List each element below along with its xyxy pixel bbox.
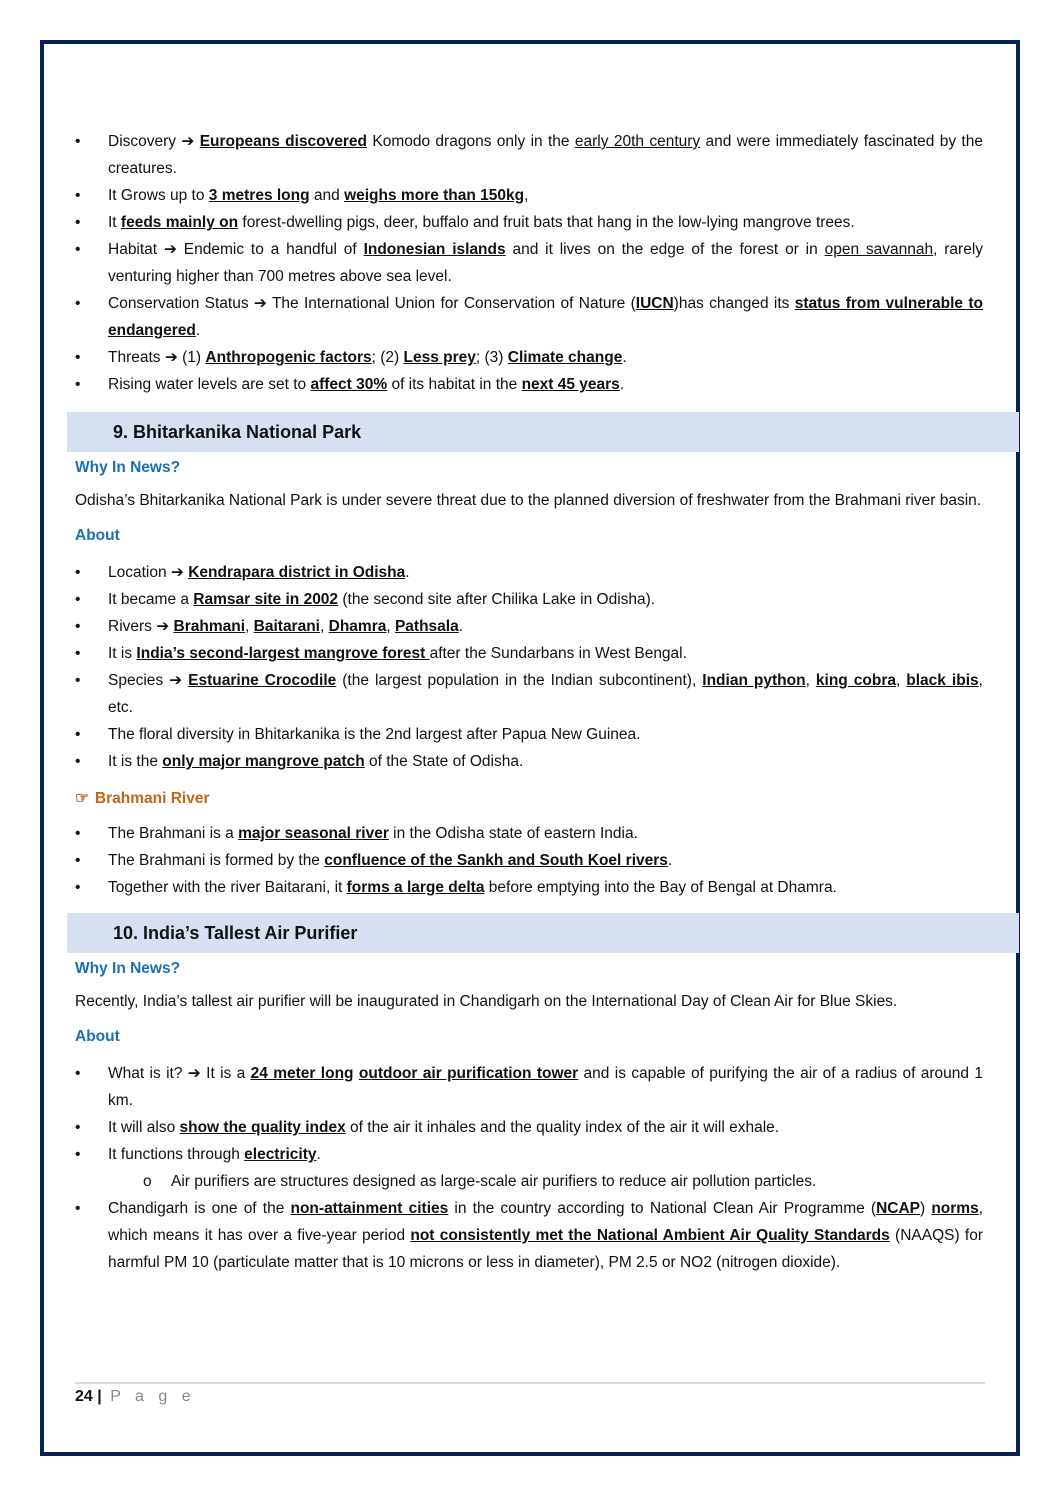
text: ,	[524, 187, 529, 204]
emphasis: India’s second-largest mangrove forest	[136, 645, 430, 662]
list-item	[75, 290, 983, 344]
emphasis: show the quality index	[179, 1119, 346, 1136]
text: .	[195, 322, 201, 339]
page-number: 24	[75, 1388, 93, 1405]
text: of its habitat in the	[387, 376, 522, 393]
emphasis: black ibis	[906, 672, 979, 689]
bullet-icon: •	[75, 672, 81, 689]
emphasis: Less prey	[403, 349, 476, 366]
list-item	[75, 721, 983, 748]
news-paragraph: Odisha’s Bhitarkanika National Park is under severe threat due to the planned diversion of freshwater from the Brahmani river basin.	[75, 492, 982, 509]
emphasis: king cobra	[815, 672, 896, 689]
list-item	[75, 586, 983, 613]
text: in the country according to National Clean Air Programme (	[448, 1200, 877, 1217]
emphasis: confluence of the Sankh and South Koel rivers	[324, 852, 668, 869]
text: )has changed its	[673, 295, 795, 312]
list-item	[75, 820, 983, 847]
text: .	[619, 376, 625, 393]
komodo-bullets	[75, 128, 983, 398]
emphasis: Pathsala	[394, 618, 459, 635]
emphasis: Europeans discovered	[199, 133, 368, 150]
list-item	[75, 1141, 983, 1168]
page-label: P a g e	[110, 1388, 196, 1405]
emphasis: Brahmani	[173, 618, 246, 635]
text: .	[667, 852, 673, 869]
text: Species ➔	[108, 672, 189, 689]
section-heading-10: 10. India’s Tallest Air Purifier	[67, 913, 1019, 953]
bullet-icon: •	[75, 349, 81, 366]
text: ,	[386, 618, 395, 635]
emphasis: only major mangrove patch	[162, 753, 365, 770]
why-in-news-label: Why In News?	[75, 960, 181, 977]
bullet-icon: •	[75, 852, 81, 869]
text: It	[108, 214, 121, 231]
text: Rising water levels are set to	[108, 376, 311, 393]
text: , which means it has over a five-year period	[108, 1200, 983, 1244]
bullet-icon: •	[75, 214, 81, 231]
text: and it lives on the edge of the forest or in	[505, 241, 825, 258]
emphasis: non-attainment cities	[290, 1200, 449, 1217]
text: Conservation Status ➔ The International Union for Conservation of Nature (	[108, 295, 636, 312]
list-item	[75, 559, 983, 586]
text: ,	[320, 618, 329, 635]
list-item	[75, 209, 983, 236]
page-footer	[75, 1382, 985, 1406]
bullet-icon: •	[75, 1119, 81, 1136]
emphasis: outdoor air purification tower	[358, 1065, 579, 1082]
underlined-text: open savannah	[824, 241, 934, 258]
list-item	[75, 236, 983, 290]
list-item	[75, 640, 983, 667]
emphasis: Anthropogenic factors	[205, 349, 372, 366]
bhitarkanika-bullets	[75, 559, 983, 775]
text: and	[309, 187, 345, 204]
list-item	[75, 613, 983, 640]
text: Chandigarh is one of the	[108, 1200, 291, 1217]
list-item	[75, 344, 983, 371]
list-item	[75, 847, 983, 874]
text: Together with the river Baitarani, it	[108, 879, 347, 896]
emphasis: status from vulnerable to endangered	[108, 295, 983, 339]
text: ,	[895, 672, 907, 689]
text: .	[458, 618, 464, 635]
text: of the State of Odisha.	[364, 753, 524, 770]
bullet-icon: •	[75, 825, 81, 842]
bullet-icon: •	[75, 591, 81, 608]
emphasis: Kendrapara district in Odisha	[188, 564, 406, 581]
bullet-icon: •	[75, 1200, 81, 1217]
footer-separator: |	[97, 1388, 102, 1405]
emphasis: Indonesian islands	[363, 241, 506, 258]
text: It will also	[108, 1119, 180, 1136]
text: It Grows up to	[108, 187, 209, 204]
air-purifier-bullets	[75, 1060, 983, 1276]
brahmani-bullets	[75, 820, 983, 901]
emphasis: 24 meter long	[250, 1065, 354, 1082]
text: The Brahmani is formed by the	[108, 852, 325, 869]
emphasis: NCAP	[876, 1200, 920, 1217]
emphasis: norms	[931, 1200, 979, 1217]
text: The Brahmani is a	[108, 825, 239, 842]
text: and were immediately fascinated by the creatures.	[108, 133, 983, 177]
subheading-text: Brahmani River	[94, 790, 210, 807]
text: .	[622, 349, 627, 366]
text: ,	[245, 618, 254, 635]
bullet-icon: •	[75, 645, 81, 662]
emphasis: not consistently met the National Ambient Air Quality Standards	[410, 1227, 890, 1244]
bullet-icon: •	[75, 726, 81, 743]
text: ,	[805, 672, 816, 689]
list-item	[75, 1168, 983, 1195]
text: .	[316, 1146, 321, 1163]
emphasis: Dhamra	[328, 618, 387, 635]
text: It became a	[108, 591, 194, 608]
emphasis: weighs more than 150kg	[344, 187, 525, 204]
bullet-icon: •	[75, 295, 81, 312]
why-in-news-label: Why In News?	[75, 459, 181, 476]
bullet-icon: •	[75, 241, 81, 258]
text: It is the	[108, 753, 163, 770]
text: Discovery ➔	[108, 133, 200, 150]
list-item	[75, 1114, 983, 1141]
emphasis: 3 metres long	[208, 187, 310, 204]
section-heading-9: 9. Bhitarkanika National Park	[67, 412, 1019, 452]
text: Rivers ➔	[108, 618, 174, 635]
text: Habitat ➔ Endemic to a handful of	[108, 241, 364, 258]
emphasis: Indian python	[702, 672, 806, 689]
text: of the air it inhales and the quality index of the air it will exhale.	[345, 1119, 780, 1136]
list-item	[75, 1195, 983, 1276]
text: The floral diversity in Bhitarkanika is the 2nd largest after Papua New Guinea.	[108, 726, 641, 743]
emphasis: Climate change	[507, 349, 623, 366]
list-item	[75, 371, 983, 398]
emphasis: major seasonal river	[238, 825, 389, 842]
list-item	[75, 182, 983, 209]
bullet-icon: •	[75, 133, 81, 150]
news-paragraph: Recently, India’s tallest air purifier will be inaugurated in Chandigarh on the International Day of Clean Air for Blue Skies.	[75, 993, 898, 1010]
about-label: About	[75, 527, 120, 544]
bullet-icon: •	[75, 1065, 81, 1082]
text: (the second site after Chilika Lake in Odisha).	[338, 591, 656, 608]
bullet-icon: •	[75, 564, 81, 581]
emphasis: electricity	[244, 1146, 317, 1163]
emphasis: Ramsar site in 2002	[193, 591, 339, 608]
list-item	[75, 1060, 983, 1114]
about-label: About	[75, 1028, 120, 1045]
emphasis: IUCN	[635, 295, 674, 312]
pointing-hand-icon: ☞	[75, 790, 89, 807]
text: after the Sundarbans in West Bengal.	[429, 645, 687, 662]
text: Location ➔	[108, 564, 189, 581]
text: ; (2)	[371, 349, 404, 366]
text: in the Odisha state of eastern India.	[388, 825, 638, 842]
emphasis: next 45 years	[521, 376, 620, 393]
text: ; (3)	[475, 349, 508, 366]
emphasis: Estuarine Crocodile	[188, 672, 337, 689]
text: forest-dwelling pigs, deer, buffalo and fruit bats that hang in the low-lying mangrove trees.	[238, 214, 855, 231]
bullet-icon: •	[75, 376, 81, 393]
list-item	[75, 128, 983, 182]
text: )	[919, 1200, 932, 1217]
emphasis: forms a large delta	[346, 879, 485, 896]
bullet-icon: •	[75, 618, 81, 635]
emphasis: affect 30%	[310, 376, 388, 393]
text: It is	[108, 645, 137, 662]
sub-bullet-icon: o	[143, 1173, 152, 1190]
brahmani-river-heading	[75, 785, 983, 812]
bullet-icon: •	[75, 1146, 81, 1163]
emphasis: feeds mainly on	[120, 214, 239, 231]
text: It functions through	[108, 1146, 245, 1163]
list-item	[75, 874, 983, 901]
text: , rarely venturing higher than 700 metres above sea level.	[108, 241, 984, 285]
text: before emptying into the Bay of Bengal at Dhamra.	[484, 879, 837, 896]
text: , etc.	[108, 672, 983, 716]
text: Air purifiers are structures designed as large-scale air purifiers to reduce air pollution particles.	[171, 1173, 817, 1190]
text: .	[405, 564, 410, 581]
text: What is it? ➔ It is a	[108, 1065, 251, 1082]
text: and is capable of purifying the air of a radius of around 1 km.	[108, 1065, 984, 1109]
bullet-icon: •	[75, 879, 81, 896]
bullet-icon: •	[75, 753, 81, 770]
text: Komodo dragons only in the	[367, 133, 575, 150]
emphasis: Baitarani	[253, 618, 320, 635]
bullet-icon: •	[75, 187, 81, 204]
document-body	[75, 128, 983, 1276]
text: Threats ➔ (1)	[108, 349, 206, 366]
list-item	[75, 667, 983, 721]
underlined-text: early 20th century	[574, 133, 701, 150]
text: (the largest population in the Indian subcontinent),	[336, 672, 703, 689]
text: (NAAQS) for harmful PM 10 (particulate matter that is 10 microns or less in diameter), PM 2.5 or NO2 (nitrogen dioxide).	[108, 1227, 984, 1271]
list-item	[75, 748, 983, 775]
